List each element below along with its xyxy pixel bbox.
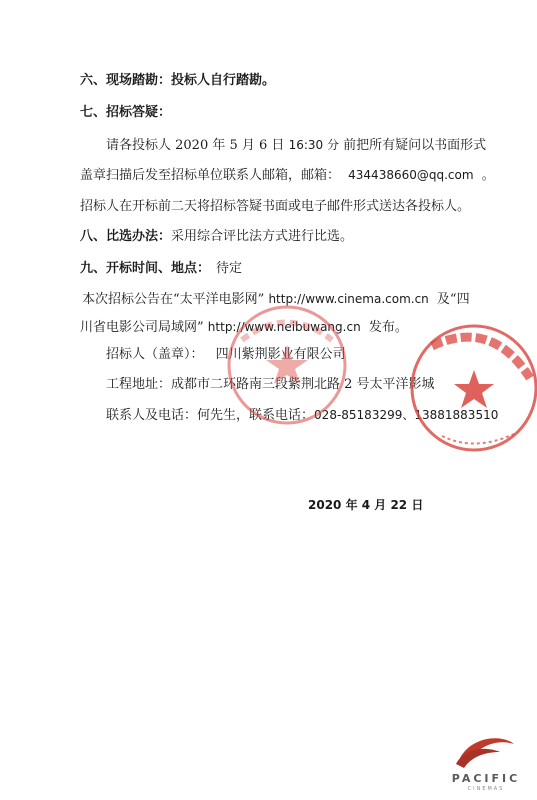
- contact-person: 何先生，: [197, 408, 250, 423]
- selection-text: 采用综合评比法方式进行比选。: [171, 229, 354, 244]
- tenderer-value: 四川紫荆影业有限公司: [215, 347, 346, 362]
- tenderer-label: 招标人（盖章）：: [106, 347, 204, 362]
- section-clarification-heading: 七、招标答疑：: [80, 105, 172, 120]
- clarification-line-2: [80, 166, 495, 185]
- contact-phone-value: 028-85183299、13881883510: [314, 408, 499, 422]
- contact-label: 联系人及电话：: [106, 408, 198, 423]
- announcement-link-neibuwang[interactable]: http://www.neibuwang.cn: [207, 320, 361, 334]
- contact-line: [106, 406, 498, 425]
- clarification-line-1: [106, 136, 486, 155]
- clarification-period: 。: [481, 168, 495, 183]
- address-line: [106, 376, 435, 394]
- section-site-visit: 六、现场踏勘：投标人自行踏勘。: [80, 73, 276, 88]
- clarification-instruction: 前把所有疑问以书面形式: [343, 138, 487, 153]
- opening-heading: 九、开标时间、地点：: [80, 261, 211, 276]
- address-value: 成都市二环路南三段紫荆北路 2 号太平洋影城: [171, 377, 435, 392]
- announcement-text-4: 发布。: [368, 320, 408, 335]
- address-label: 工程地址：: [106, 377, 172, 392]
- announcement-text-1: 本次招标公告在“太平洋电影网”: [82, 292, 265, 307]
- announcement-text-2: 及“四: [436, 292, 470, 307]
- logo-wordmark: PACIFIC: [451, 772, 521, 785]
- section-opening: [80, 260, 242, 278]
- announcement-link-cinema[interactable]: http://www.cinema.com.cn: [268, 292, 429, 306]
- selection-heading: 八、比选办法：: [80, 229, 172, 244]
- clarification-email-label: 盖章扫描后发至招标单位联系人邮箱，邮箱：: [80, 168, 341, 183]
- announcement-line-1: [82, 290, 470, 309]
- announcement-line-2: [80, 318, 408, 337]
- document-date: 2020 年 4 月 22 日: [308, 498, 424, 512]
- opening-text: 待定: [216, 261, 243, 276]
- clarification-date: 请各投标人 2020 年 5 月 6 日: [106, 138, 285, 153]
- contact-phone-label: 联系电话：: [249, 408, 315, 423]
- clarification-time: 16:30 分: [288, 138, 339, 152]
- announcement-text-3: 川省电影公司局域网”: [80, 320, 204, 335]
- logo-subtitle: CINEMAS: [467, 786, 505, 792]
- clarification-email[interactable]: 434438660@qq.com: [348, 168, 474, 182]
- tenderer-line: [106, 346, 346, 364]
- clarification-line-3: 招标人在开标前二天将招标答疑书面或电子邮件形式送达各投标人。: [80, 199, 471, 214]
- section-selection: [80, 228, 353, 246]
